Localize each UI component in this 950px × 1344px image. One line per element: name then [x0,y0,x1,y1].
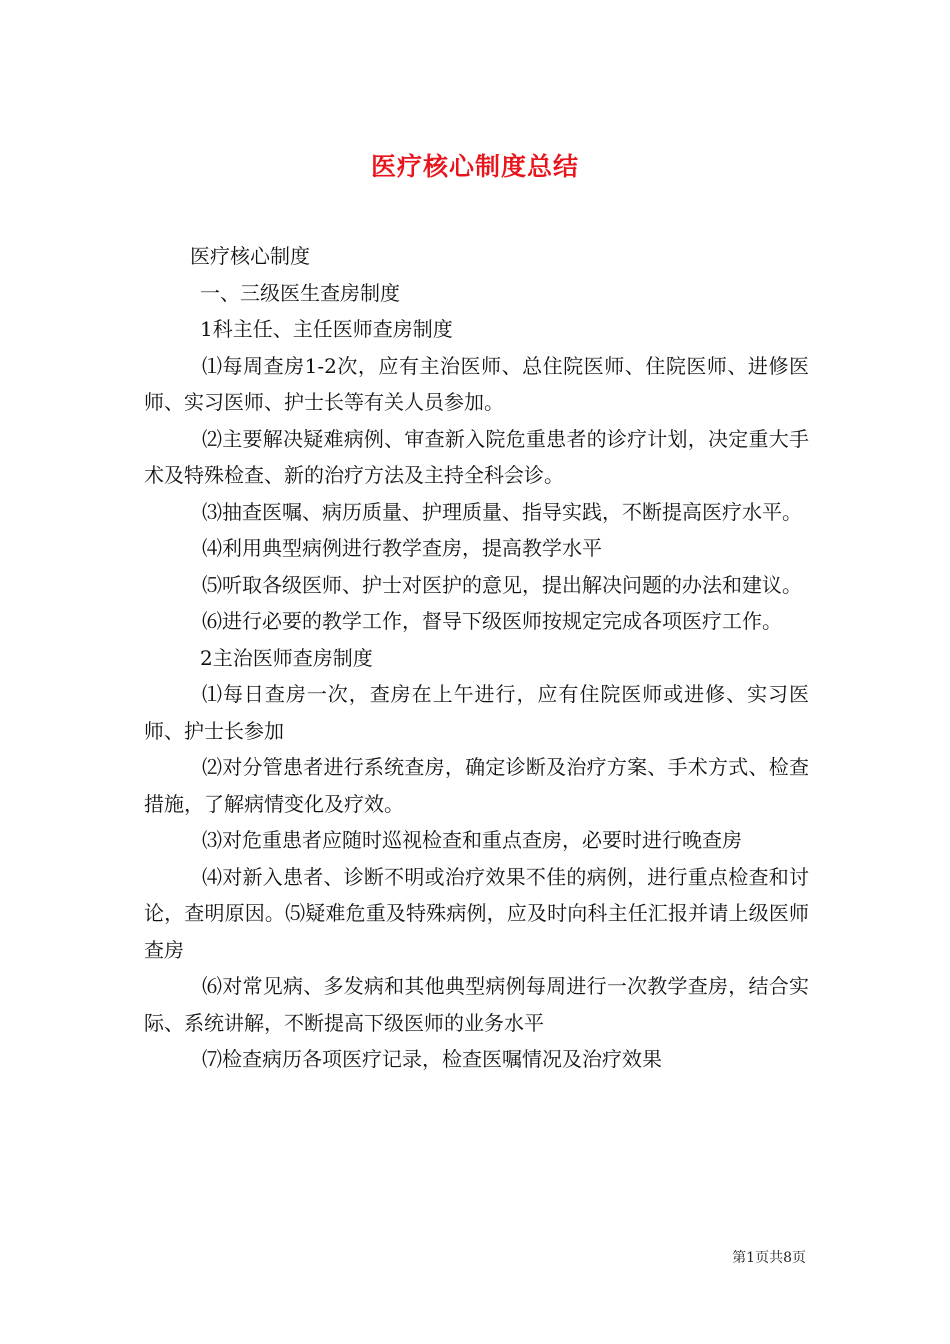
paragraph: ⑹进行必要的教学工作，督导下级医师按规定完成各项医疗工作。 [202,609,782,633]
subsection-heading: 2主治医师查房制度 [200,645,373,670]
paragraph: ⑵对分管患者进行系统查房，确定诊断及治疗方案、手术方式、检查措施，了解病情变化及疗效。 [144,755,809,816]
paragraph: 医疗核心制度 [190,244,310,268]
section-heading: 一、三级医生查房制度 [200,280,400,305]
paragraph: ⑷利用典型病例进行教学查房，提高教学水平 [202,536,602,560]
paragraph: ⑶对危重患者应随时巡视检查和重点查房，必要时进行晚查房 [202,828,742,852]
paragraph: ⑶抽查医嘱、病历质量、护理质量、指导实践，不断提高医疗水平。 [202,499,802,524]
paragraph: ⑸听取各级医师、护士对医护的意见，提出解决问题的办法和建议。 [202,572,802,597]
paragraph: ⑵主要解决疑难病例、审查新入院危重患者的诊疗计划，决定重大手术及特殊检查、新的治疗方法及主持全科会诊。 [144,426,809,487]
paragraph: ⑹对常见病、多发病和其他典型病例每周进行一次教学查房，结合实际、系统讲解，不断提高下级医师的业务水平 [144,974,809,1035]
paragraph: ⑷对新入患者、诊断不明或治疗效果不佳的病例，进行重点检查和讨论，查明原因。⑸疑难危重及特殊病例，应及时向科主任汇报并请上级医师查房 [144,864,809,962]
paragraph: ⑴每周查房1-2次，应有主治医师、总住院医师、住院医师、进修医师、实习医师、护士长等有关人员参加。 [144,353,809,414]
page-number: 第1页共8页 [732,1250,806,1266]
subsection-heading: 1科主任、主任医师查房制度 [200,317,453,341]
page-title: 医疗核心制度总结 [370,151,579,181]
paragraph: ⑺检查病历各项医疗记录，检查医嘱情况及治疗效果 [202,1047,662,1071]
document-body [144,238,809,1078]
paragraph: ⑴每日查房一次，查房在上午进行，应有住院医师或进修、实习医师、护士长参加 [144,682,809,743]
